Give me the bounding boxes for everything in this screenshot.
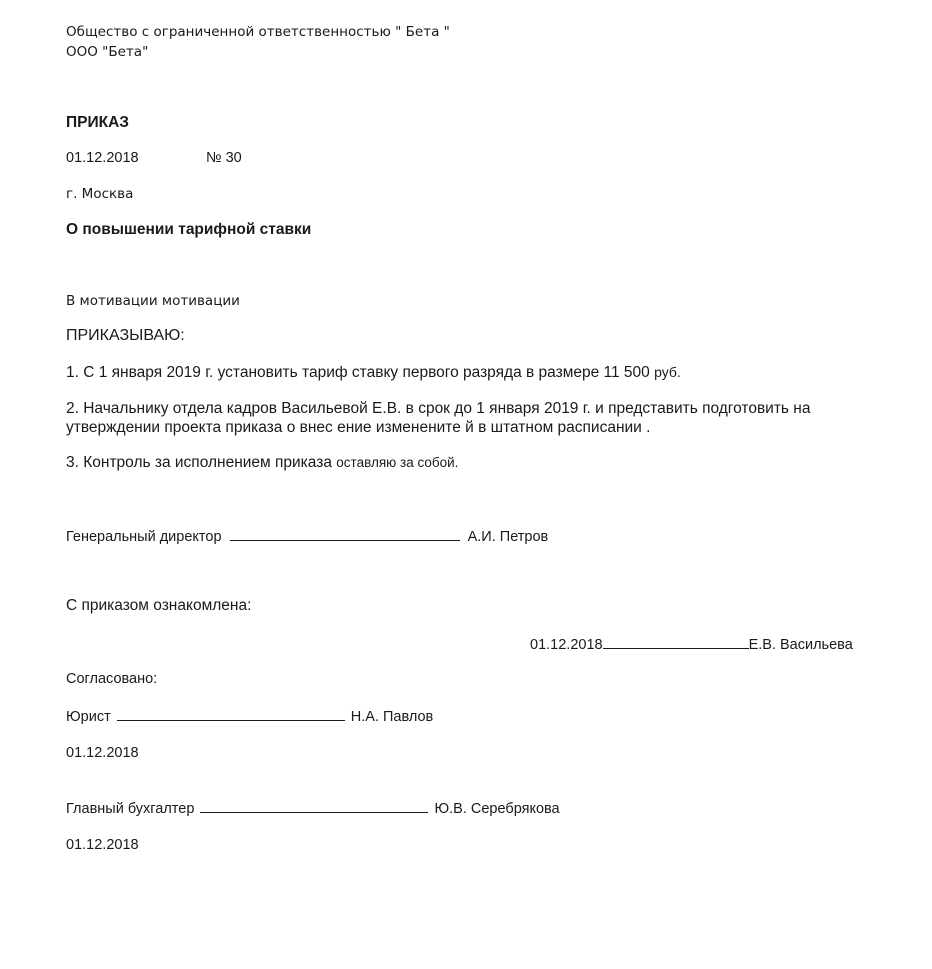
director-label: Генеральный директор bbox=[66, 529, 222, 545]
order-title: ПРИКАЗ bbox=[66, 114, 129, 131]
order-city: г. Москва bbox=[66, 186, 134, 202]
accountant-date: 01.12.2018 bbox=[66, 837, 139, 853]
order-word: ПРИКАЗЫВАЮ: bbox=[66, 327, 185, 344]
lawyer-signature-row bbox=[66, 708, 433, 725]
company-full-name: Общество с ограниченной ответственностью " Бета " bbox=[66, 24, 450, 40]
order-item-2-line-2: утверждении проекта приказа о внес ение изменените й в штатном расписании . bbox=[66, 419, 651, 436]
director-signature-row bbox=[66, 528, 548, 545]
order-item-1 bbox=[66, 365, 681, 381]
accountant-label: Главный бухгалтер bbox=[66, 801, 195, 817]
acquainted-date: 01.12.2018 bbox=[530, 637, 603, 653]
order-item-3 bbox=[66, 455, 458, 471]
order-item-3-main: 3. Контроль за исполнением приказа bbox=[66, 454, 332, 471]
order-item-3-tail: оставляю за собой. bbox=[336, 455, 459, 470]
order-item-1-tail: руб. bbox=[654, 364, 681, 380]
director-signature-line bbox=[230, 528, 460, 541]
company-short-name: ООО "Бета" bbox=[66, 44, 149, 60]
acquainted-signature-line bbox=[603, 636, 749, 649]
lawyer-name: Н.А. Павлов bbox=[350, 709, 434, 725]
director-name: А.И. Петров bbox=[467, 529, 549, 545]
motivation-text: В мотивации мотивации bbox=[66, 293, 240, 309]
lawyer-signature-line bbox=[117, 708, 345, 721]
accountant-name: Ю.В. Серебрякова bbox=[434, 801, 560, 817]
accountant-signature-line bbox=[200, 800, 428, 813]
acquainted-signature-row bbox=[530, 636, 853, 653]
order-item-1-main: 1. С 1 января 2019 г. установить тариф ставку первого разряда в размере 11 500 bbox=[66, 364, 650, 381]
acquainted-name: Е.В. Васильева bbox=[748, 637, 853, 653]
order-number: № 30 bbox=[206, 150, 242, 166]
lawyer-date: 01.12.2018 bbox=[66, 745, 139, 761]
lawyer-label: Юрист bbox=[66, 709, 111, 725]
acquainted-label: С приказом ознакомлена: bbox=[66, 597, 252, 614]
order-item-2-line-1: 2. Начальнику отдела кадров Васильевой Е.В. в срок до 1 января 2019 г. и представить подготовить на bbox=[66, 400, 811, 417]
accountant-signature-row bbox=[66, 800, 560, 817]
order-subject: О повышении тарифной ставки bbox=[66, 221, 312, 238]
agreed-label: Согласовано: bbox=[66, 671, 158, 687]
order-date: 01.12.2018 bbox=[66, 150, 139, 166]
